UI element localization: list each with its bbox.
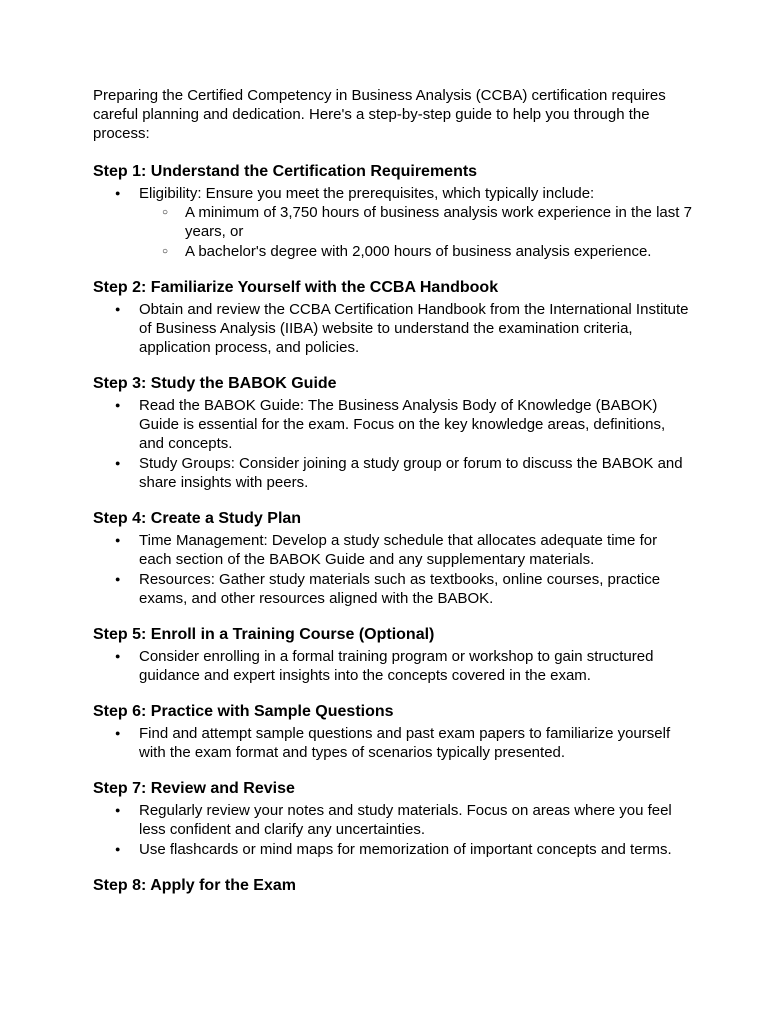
step-heading: Step 2: Familiarize Yourself with the CCBA Handbook [93, 279, 499, 296]
list-item: ● Find and attempt sample questions and past exam papers to familiarize yourself with the exam format and types of scenarios typically presented. [139, 724, 693, 762]
list-item: ● Consider enrolling in a formal training program or workshop to gain structured guidance and expert insights into the concepts covered in the exam. [139, 647, 693, 685]
step-heading: Step 1: Understand the Certification Requirements [93, 163, 478, 180]
bullet-list [93, 724, 693, 762]
step-heading: Step 3: Study the BABOK Guide [93, 375, 337, 392]
step-2 [93, 278, 693, 357]
bullet-list [93, 300, 693, 357]
step-5 [93, 625, 693, 685]
bullet-list [93, 801, 693, 859]
list-item: ● Read the BABOK Guide: The Business Analysis Body of Knowledge (BABOK) Guide is essential for the exam. Focus on the key knowledge areas, definitions, and concepts. [139, 396, 693, 453]
step-4 [93, 509, 693, 608]
list-item [139, 184, 693, 261]
list-item-text: Eligibility: Ensure you meet the prerequisites, which typically include: [139, 185, 595, 202]
step-8 [93, 876, 693, 896]
sub-bullet-list [139, 203, 693, 261]
list-item: ● Regularly review your notes and study materials. Focus on areas where you feel less confident and clarify any uncertainties. [139, 801, 693, 839]
intro-paragraph: Preparing the Certified Competency in Business Analysis (CCBA) certification requires careful planning and dedication. Here's a step-by-step guide to help you through the process: [93, 87, 666, 142]
step-heading: Step 8: Apply for the Exam [93, 877, 296, 894]
step-heading: Step 4: Create a Study Plan [93, 510, 302, 527]
sub-list-item: ○ A minimum of 3,750 hours of business analysis work experience in the last 7 years, or [185, 203, 693, 241]
bullet-list [93, 396, 693, 492]
step-7 [93, 779, 693, 859]
list-item: ● Resources: Gather study materials such as textbooks, online courses, practice exams, and other resources aligned with the BABOK. [139, 570, 693, 608]
sub-list-item: ○ A bachelor's degree with 2,000 hours of business analysis experience. [185, 242, 693, 261]
step-6 [93, 702, 693, 762]
document-page [93, 86, 693, 913]
bullet-list [93, 531, 693, 608]
bullet-list [93, 184, 693, 261]
list-item: ● Study Groups: Consider joining a study group or forum to discuss the BABOK and share insights with peers. [139, 454, 693, 492]
step-heading: Step 6: Practice with Sample Questions [93, 703, 394, 720]
list-item: ● Obtain and review the CCBA Certification Handbook from the International Institute of Business Analysis (IIBA) website to understand the examination criteria, application process, and policies. [139, 300, 693, 357]
list-item: ● Use flashcards or mind maps for memorization of important concepts and terms. [139, 840, 693, 859]
step-heading: Step 5: Enroll in a Training Course (Optional) [93, 626, 435, 643]
step-3 [93, 374, 693, 492]
step-1 [93, 162, 693, 261]
step-heading: Step 7: Review and Revise [93, 780, 295, 797]
list-item: ● Time Management: Develop a study schedule that allocates adequate time for each section of the BABOK Guide and any supplementary materials. [139, 531, 693, 569]
bullet-list [93, 647, 693, 685]
